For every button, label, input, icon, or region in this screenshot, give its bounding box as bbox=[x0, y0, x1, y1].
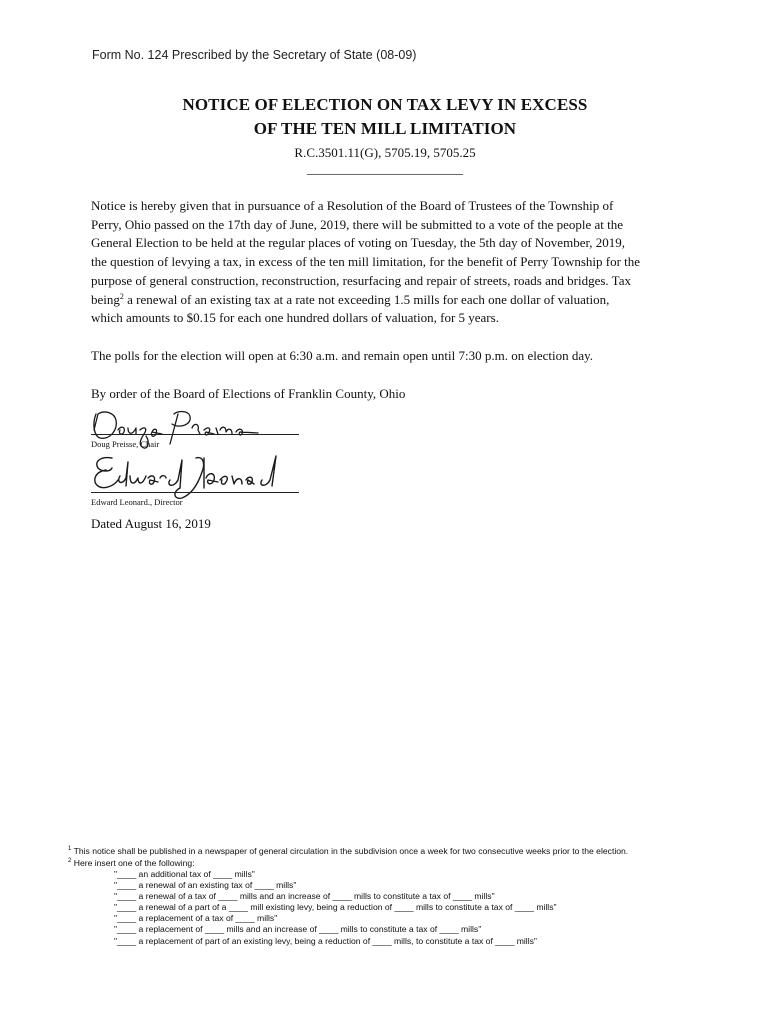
footnote-2-text: Here insert one of the following: bbox=[73, 857, 195, 868]
chair-name: Doug Preisse, Chair bbox=[91, 439, 160, 449]
document-title-line-2: OF THE TEN MILL LIMITATION bbox=[253, 119, 517, 138]
footnote-option: "____ a replacement of ____ mills and an increase of ____ mills to constitute a tax of ____ mills" bbox=[114, 924, 482, 935]
polls-paragraph: The polls for the election will open at 6:30 a.m. and remain open until 7:30 p.m. on election day. bbox=[91, 348, 594, 363]
footnote-option: "____ a replacement of a tax of ____ mills" bbox=[114, 913, 278, 924]
by-order-paragraph: By order of the Board of Elections of Franklin County, Ohio bbox=[91, 386, 406, 401]
dated-line: Dated August 16, 2019 bbox=[91, 516, 211, 531]
director-name: Edward Leonard., Director bbox=[91, 497, 183, 507]
notice-line: which amounts to $0.15 for each one hundred dollars of valuation, for 5 years. bbox=[91, 310, 499, 326]
footnote-1-mark: 1 bbox=[68, 846, 72, 852]
footnote-option: "____ a renewal of a tax of ____ mills and an increase of ____ mills to constitute a tax of ____ mills" bbox=[114, 891, 495, 902]
footnote-2-mark: 2 bbox=[68, 857, 72, 864]
notice-line bbox=[91, 291, 683, 310]
footnote-2 bbox=[68, 858, 728, 870]
footnote-1 bbox=[68, 846, 728, 858]
footnote-reference-2: 2 bbox=[119, 291, 124, 301]
notice-line: the question of levying a tax, in excess of the ten mill limitation, for the benefit of Perry Township for the bbox=[91, 254, 641, 270]
title-rule: ________________________ bbox=[307, 161, 463, 176]
notice-text: being bbox=[91, 291, 120, 307]
footnotes bbox=[68, 846, 728, 947]
director-signature-line bbox=[91, 492, 299, 493]
notice-line: Notice is hereby given that in pursuance of a Resolution of the Board of Trustees of the Township of bbox=[91, 198, 614, 213]
notice-text: a renewal of an existing tax at a rate not exceeding 1.5 mills for each one dollar of valuation, bbox=[123, 291, 610, 307]
footnote-option: "____ an additional tax of ____ mills" bbox=[114, 869, 255, 879]
statute-references: R.C.3501.11(G), 5705.19, 5705.25 bbox=[294, 145, 476, 160]
document-title-line-1: NOTICE OF ELECTION ON TAX LEVY IN EXCESS bbox=[182, 95, 588, 114]
footnote-option: "____ a renewal of a part of a ____ mill existing levy, being a reduction of ____ mills to constitute a tax of ____ mills" bbox=[114, 902, 557, 913]
notice-line: Perry, Ohio passed on the 17th day of June, 2019, there will be submitted to a vote of the people at the bbox=[91, 216, 624, 232]
form-header: Form No. 124 Prescribed by the Secretary of State (08-09) bbox=[92, 48, 417, 62]
footnote-1-text: This notice shall be published in a newspaper of general circulation in the subdivision once a week for two consecutive weeks prior to the election. bbox=[73, 846, 629, 856]
notice-line: General Election to be held at the regular places of voting on Tuesday, the 5th day of November, 2019, bbox=[91, 235, 626, 251]
chair-signature-line bbox=[91, 434, 299, 435]
notice-line: purpose of general construction, reconstruction, resurfacing and repair of streets, roads and bridges. Tax bbox=[91, 272, 631, 288]
footnote-option: "____ a replacement of part of an existing levy, being a reduction of ____ mills, to constitute a tax of ____ mills" bbox=[114, 935, 537, 946]
footnote-option: "____ a renewal of an existing tax of ____ mills" bbox=[114, 880, 297, 891]
notice-paragraph bbox=[91, 197, 683, 328]
